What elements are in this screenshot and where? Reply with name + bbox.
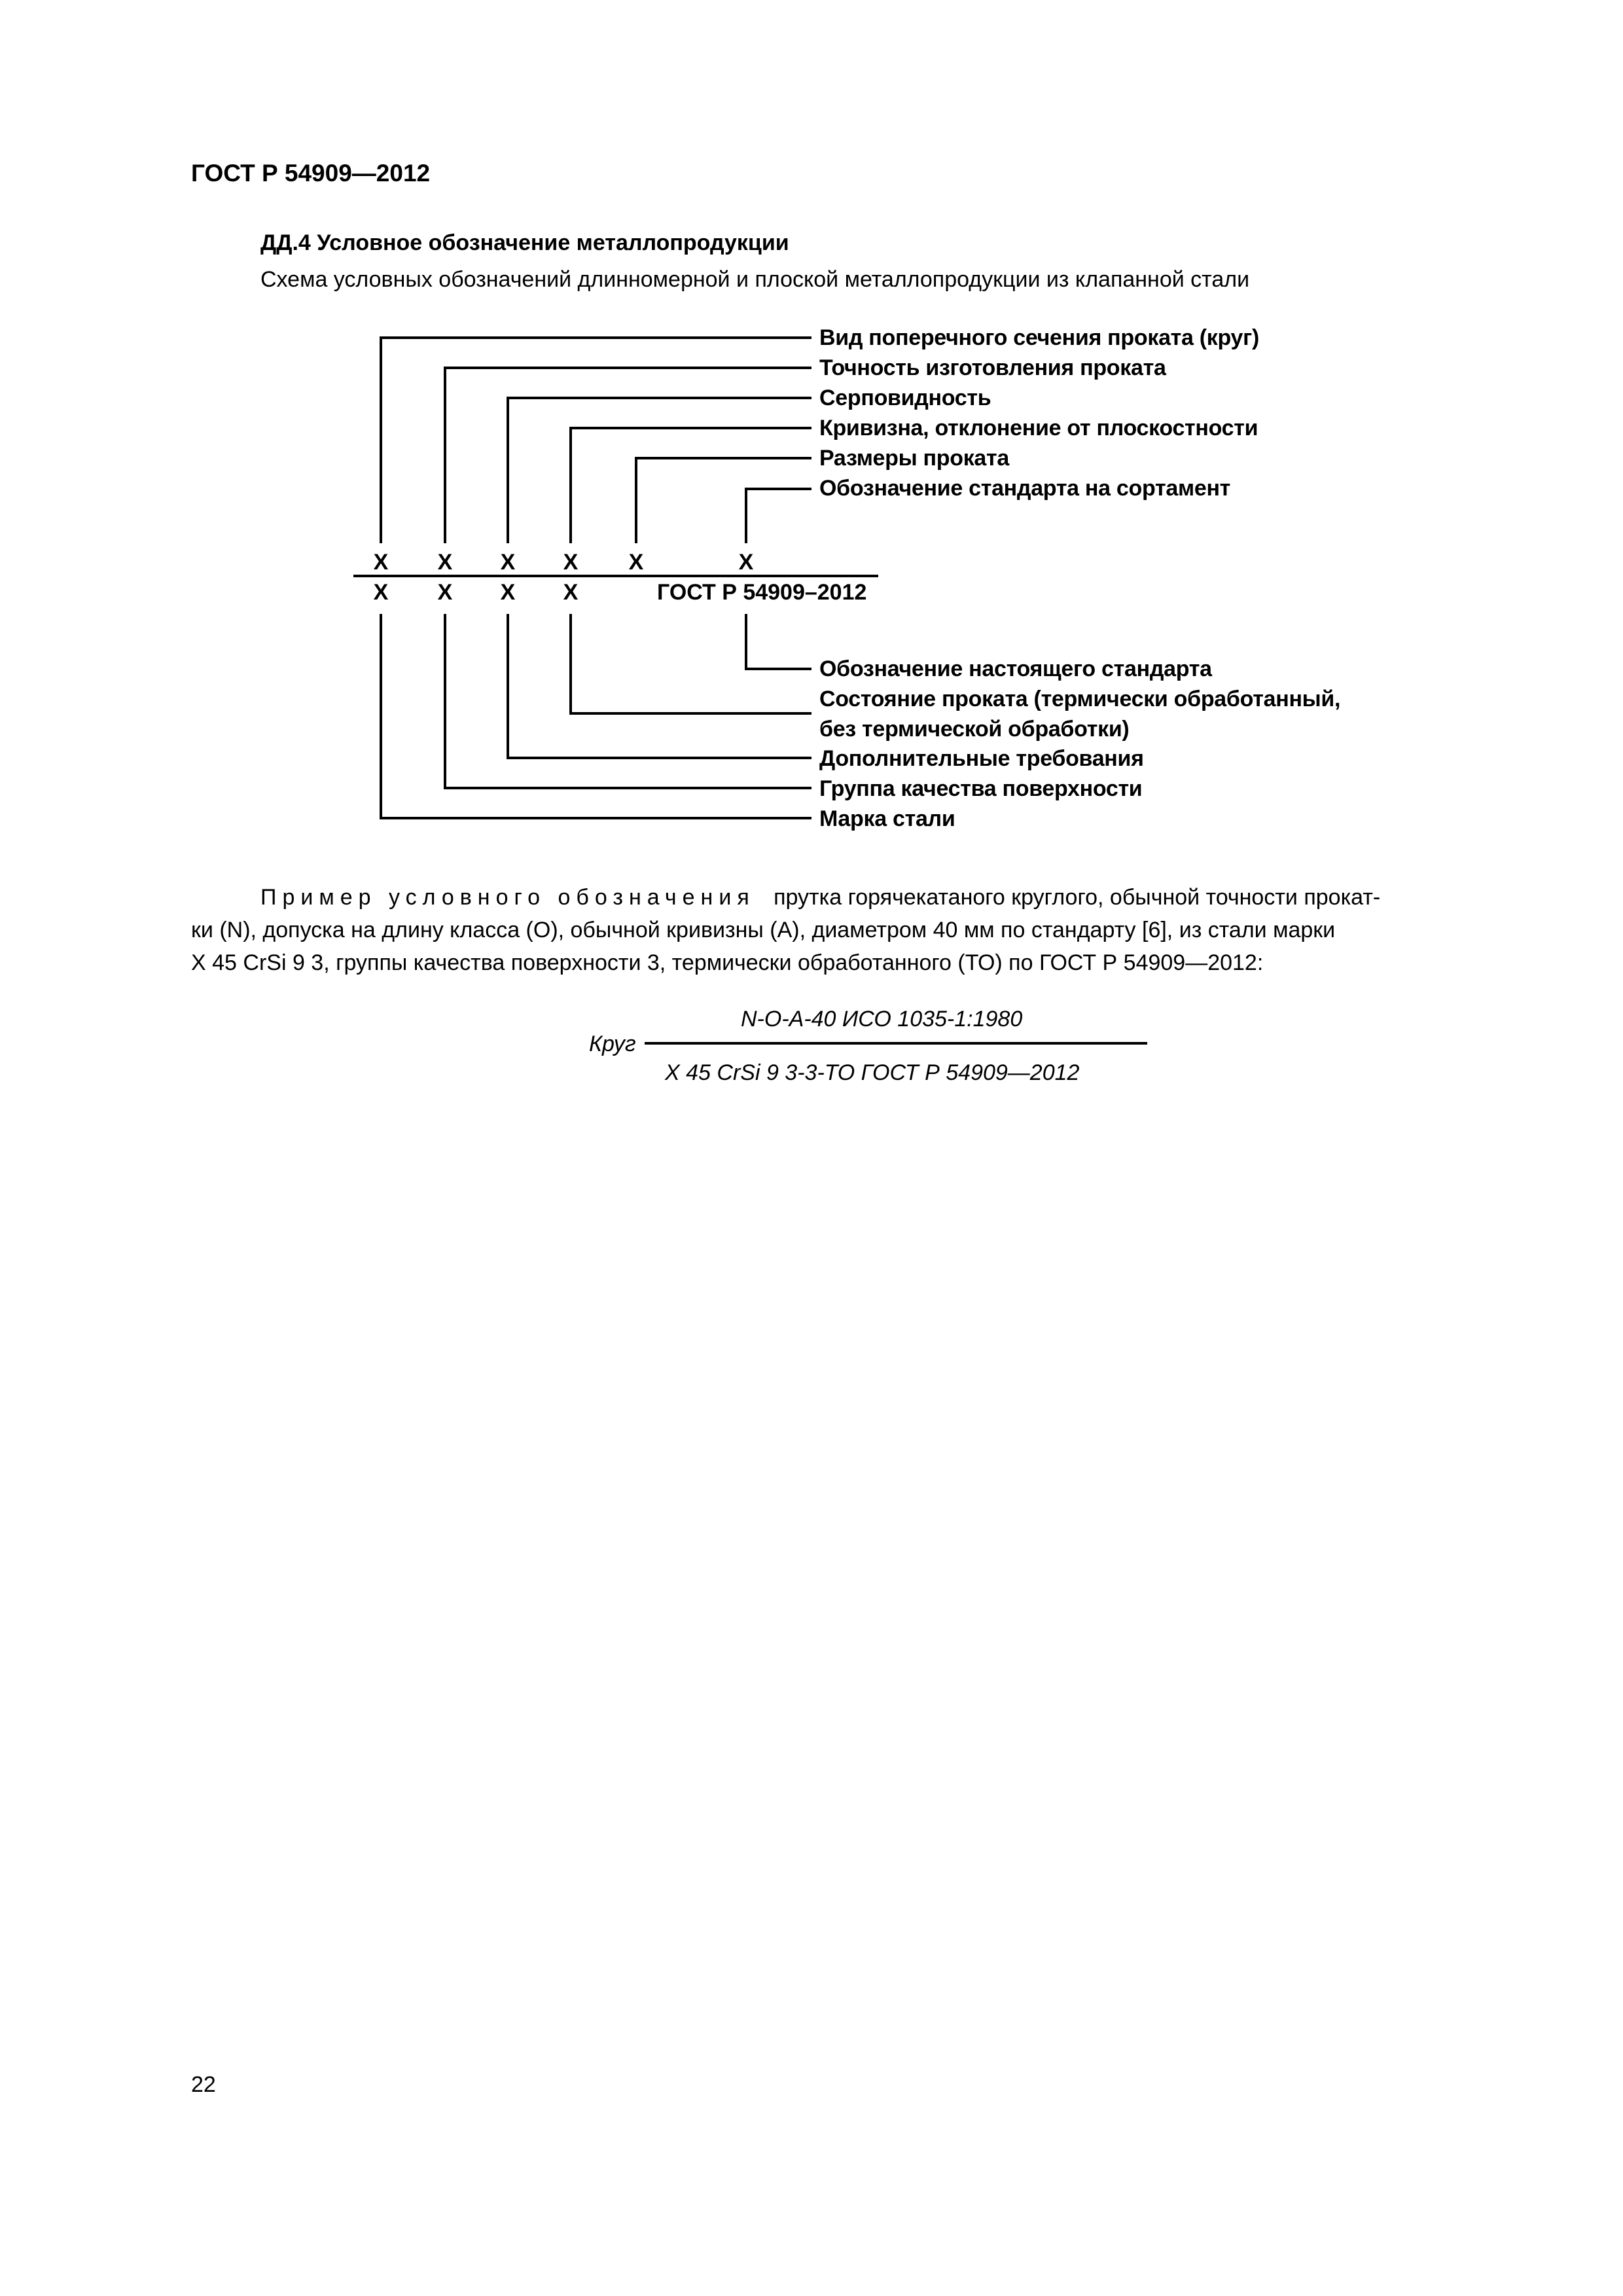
numerator-mark: X (628, 550, 644, 575)
bottom-label-surface-quality: Группа качества поверхности (819, 776, 1143, 801)
bottom-label-this-standard: Обозначение настоящего стандарта (819, 656, 1212, 681)
example-spaced-lead: Пример условного обозначения (260, 885, 755, 910)
example-line-1 (191, 881, 1493, 914)
example-paragraph (191, 881, 1493, 979)
leader-line-this-standard (746, 614, 812, 669)
page-number: 22 (191, 2072, 216, 2097)
formula-prefix: Круг (589, 1031, 636, 1056)
formula-fraction-bar (645, 1042, 1147, 1045)
formula-denominator: X 45 CrSi 9 3-3-ТО ГОСТ Р 54909—2012 (665, 1060, 1080, 1085)
leader-line-curvature (571, 428, 812, 543)
leader-line-section-type (381, 338, 812, 543)
bottom-label-steel-grade: Марка стали (819, 806, 955, 831)
leader-line-additional-requirements (508, 614, 812, 758)
bottom-label-condition-line1: Состояние проката (термически обработанный, (819, 687, 1341, 711)
numerator-mark: X (563, 550, 579, 575)
leader-line-camber (508, 398, 812, 543)
leader-line-accuracy (445, 368, 812, 543)
document-header-id: ГОСТ Р 54909—2012 (191, 160, 431, 187)
top-label-camber: Серповидность (819, 386, 991, 410)
denominator-standard: ГОСТ Р 54909–2012 (657, 580, 867, 605)
diagram-caption: Схема условных обозначений длинномерной и плоской металлопродукции из клапанной стали (260, 267, 1250, 292)
example-line-1-rest: прутка горячекатаного круглого, обычной точности прокат- (774, 885, 1381, 910)
formula-numerator: N-O-A-40 ИСО 1035-1:1980 (741, 1007, 1023, 1031)
top-label-assortment-standard: Обозначение стандарта на сортамент (819, 476, 1231, 501)
leader-line-dimensions (636, 458, 812, 543)
leader-line-steel-grade (381, 614, 812, 818)
top-label-accuracy: Точность изготовления проката (819, 355, 1166, 380)
numerator-mark: X (437, 550, 453, 575)
denominator-mark: X (437, 580, 453, 605)
denominator-mark: X (500, 580, 516, 605)
numerator-mark: X (500, 550, 516, 575)
leader-line-surface-quality (445, 614, 812, 788)
bottom-label-additional-requirements: Дополнительные требования (819, 746, 1144, 771)
denominator-mark: X (563, 580, 579, 605)
section-title: ДД.4 Условное обозначение металлопродукции (260, 230, 789, 255)
example-line-2: ки (N), допуска на длину класса (O), обычной кривизны (A), диаметром 40 мм по стандарту [6], из стали марки (191, 918, 1336, 942)
example-line-3: X 45 CrSi 9 3, группы качества поверхности 3, термически обработанного (ТО) по ГОСТ Р 54909—2012: (191, 950, 1264, 975)
leader-line-assortment-standard (746, 489, 812, 543)
top-label-curvature: Кривизна, отклонение от плоскостности (819, 416, 1258, 440)
leader-line-condition (571, 614, 812, 713)
numerator-mark: X (373, 550, 389, 575)
bottom-label-condition-line2: без термической обработки) (819, 717, 1130, 742)
top-label-dimensions: Размеры проката (819, 446, 1009, 471)
top-label-section-type: Вид поперечного сечения проката (круг) (819, 325, 1260, 350)
numerator-mark: X (738, 550, 754, 575)
denominator-mark: X (373, 580, 389, 605)
